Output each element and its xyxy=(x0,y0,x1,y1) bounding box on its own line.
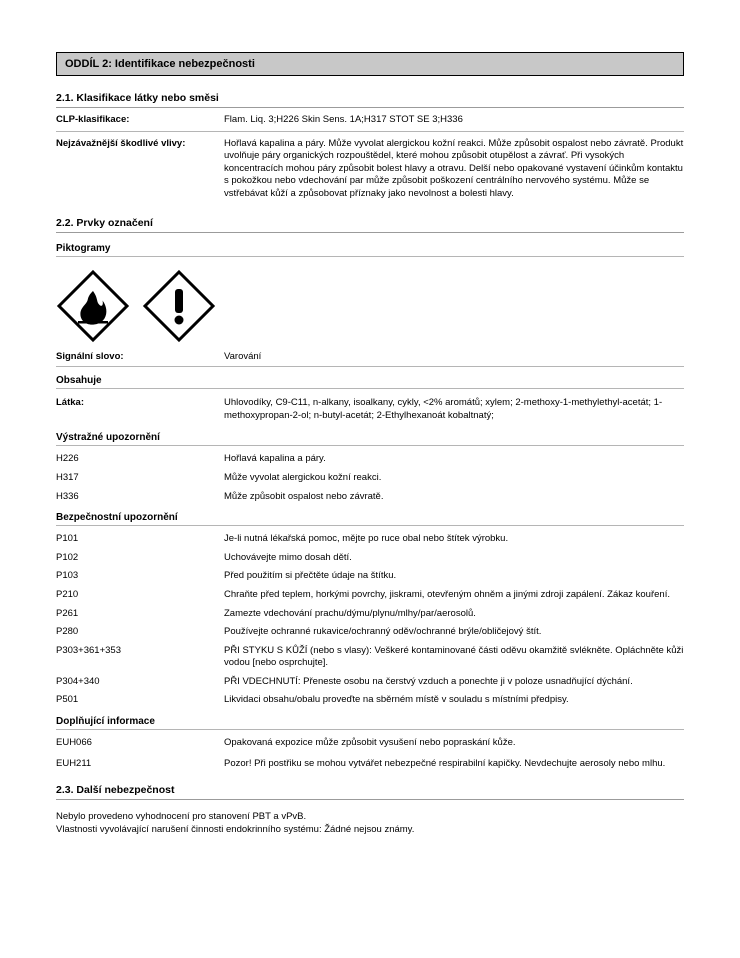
additional-info-row xyxy=(56,758,684,771)
precaution-row xyxy=(56,570,684,583)
precaution-text: Je-li nutná lékařská pomoc, mějte po ruce obal nebo štítek výrobku. xyxy=(224,533,509,545)
hazard-text: Může způsobit ospalost nebo závratě. xyxy=(224,490,384,502)
signal-word-value: Varování xyxy=(224,350,262,362)
precaution-code: P103 xyxy=(56,570,79,582)
divider xyxy=(56,131,684,132)
hazard-text: Hořlavá kapalina a páry. xyxy=(224,453,326,465)
additional-information-header: Doplňující informace xyxy=(56,716,684,730)
precaution-text: Zamezte vdechování prachu/dýmu/plynu/mlhy/par/aerosolů. xyxy=(224,607,476,619)
signal-word-label: Signální slovo: xyxy=(56,350,124,362)
hazard-statement-row xyxy=(56,472,684,485)
main-hazards-row xyxy=(56,138,684,201)
precaution-row xyxy=(56,552,684,565)
hazard-text: Může vyvolat alergickou kožní reakci. xyxy=(224,471,382,483)
precaution-text: Před použitím si přečtěte údaje na štítku. xyxy=(224,570,397,582)
additional-info-text: Opakovaná expozice může způsobit vysušení nebo popraskání kůže. xyxy=(224,737,516,749)
additional-info-code: EUH066 xyxy=(56,737,92,749)
clp-classification-row xyxy=(56,114,684,127)
precaution-row xyxy=(56,589,684,602)
precaution-code: P280 xyxy=(56,626,79,638)
precaution-text: PŘI STYKU S KŮŽÍ (nebo s vlasy): Veškeré kontaminované části oděvu okamžitě svlékněte. Opláchněte kůži vodou [nebo osprchujte]. xyxy=(224,644,684,669)
contains-label: Obsahuje xyxy=(56,375,684,389)
precaution-code: P304+340 xyxy=(56,675,100,687)
precaution-text: Používejte ochranné rukavice/ochranný oděv/ochranné brýle/obličejový štít. xyxy=(224,626,542,638)
precaution-row xyxy=(56,626,684,639)
other-hazards-line-2: Vlastnosti vyvolávající narušení činnosti endokrinního systému: Žádné nejsou známy. xyxy=(56,824,415,836)
precaution-text: Uchovávejte mimo dosah dětí. xyxy=(224,551,352,563)
hazard-code: H317 xyxy=(56,471,79,483)
precaution-text: PŘI VDECHNUTÍ: Přeneste osobu na čerstvý vzduch a ponechte ji v poloze usnadňující dýchání. xyxy=(224,675,633,687)
substance-row xyxy=(56,397,684,422)
pictograms-label: Piktogramy xyxy=(56,243,684,257)
substance-label: Látka: xyxy=(56,397,84,409)
main-hazards-value: Hořlavá kapalina a páry. Může vyvolat alergickou kožní reakci. Může způsobit ospalost nebo závratě. Produkt uvolňuje páry organických rozpouštědel, které mohou způsobit otupělost a závrať. Při vysokých koncentracích mohou páry způsobit bolest hlavy a otravu. Delší nebo opakované vystavení účinkům kontaktu s pokožkou nebo vdechování par může způsobit poškození centrálního nervového systému. Může se vstřebávat kůží a způsobovat příznaky jako nevolnost a bolesti hlavy. xyxy=(224,137,684,199)
hazard-statements-header: Výstražné upozornění xyxy=(56,432,684,446)
clp-classification-label: CLP-klasifikace: xyxy=(56,114,130,125)
precaution-code: P102 xyxy=(56,551,79,563)
additional-info-row xyxy=(56,737,684,750)
precautionary-statements-header: Bezpečnostní upozornění xyxy=(56,512,684,526)
subsection-2-3-title: 2.3. Další nebezpečnost xyxy=(56,784,684,800)
ghs02-flame-icon xyxy=(56,269,130,343)
additional-info-text: Pozor! Při postřiku se mohou vytvářet nebezpečné respirabilní kapičky. Nevdechujte aerosoly nebo mlhu. xyxy=(224,757,666,769)
substance-value: Uhlovodíky, C9-C11, n-alkany, isoalkany, cykly, <2% aromátů; xylem; 2-methoxy-1-methylethyl-acetát; 1-methoxypropan-2-ol; n-butyl-acetát; 2-Ethylhexanoát kobaltnatý; xyxy=(224,397,663,421)
precaution-text: Chraňte před teplem, horkými povrchy, jiskrami, otevřeným ohněm a jinými zdroji zapálení. Zákaz kouření. xyxy=(224,588,670,600)
ghs07-exclamation-icon xyxy=(142,269,216,343)
document-content xyxy=(56,52,684,836)
precaution-row xyxy=(56,645,684,670)
pictogram-group xyxy=(56,267,684,345)
precaution-text: Likvidaci obsahu/obalu proveďte na sběrném místě v souladu s místními předpisy. xyxy=(224,694,569,706)
hazard-code: H226 xyxy=(56,453,79,465)
precaution-code: P303+361+353 xyxy=(56,644,121,656)
main-hazards-label: Nejzávažnější škodlivé vlivy: xyxy=(56,137,186,149)
other-hazards-line-1: Nebylo provedeno vyhodnocení pro stanovení PBT a vPvB. xyxy=(56,811,307,823)
subsection-2-2-title: 2.2. Prvky označení xyxy=(56,217,684,233)
precaution-row xyxy=(56,608,684,621)
precaution-row xyxy=(56,533,684,546)
other-hazards-text xyxy=(56,810,684,836)
precaution-code: P261 xyxy=(56,607,79,619)
subsection-2-1-title: 2.1. Klasifikace látky nebo směsi xyxy=(56,92,684,108)
precaution-row xyxy=(56,694,684,707)
clp-classification-value: Flam. Liq. 3;H226 Skin Sens. 1A;H317 STOT SE 3;H336 xyxy=(224,114,463,125)
precaution-code: P101 xyxy=(56,533,79,545)
precaution-code: P501 xyxy=(56,694,79,706)
hazard-code: H336 xyxy=(56,490,79,502)
additional-info-code: EUH211 xyxy=(56,757,92,769)
precaution-row xyxy=(56,676,684,689)
signal-word-row xyxy=(56,351,684,368)
hazard-statement-row xyxy=(56,491,684,504)
precaution-code: P210 xyxy=(56,588,79,600)
hazard-statement-row xyxy=(56,453,684,466)
section-banner: ODDÍL 2: Identifikace nebezpečnosti xyxy=(56,52,684,76)
